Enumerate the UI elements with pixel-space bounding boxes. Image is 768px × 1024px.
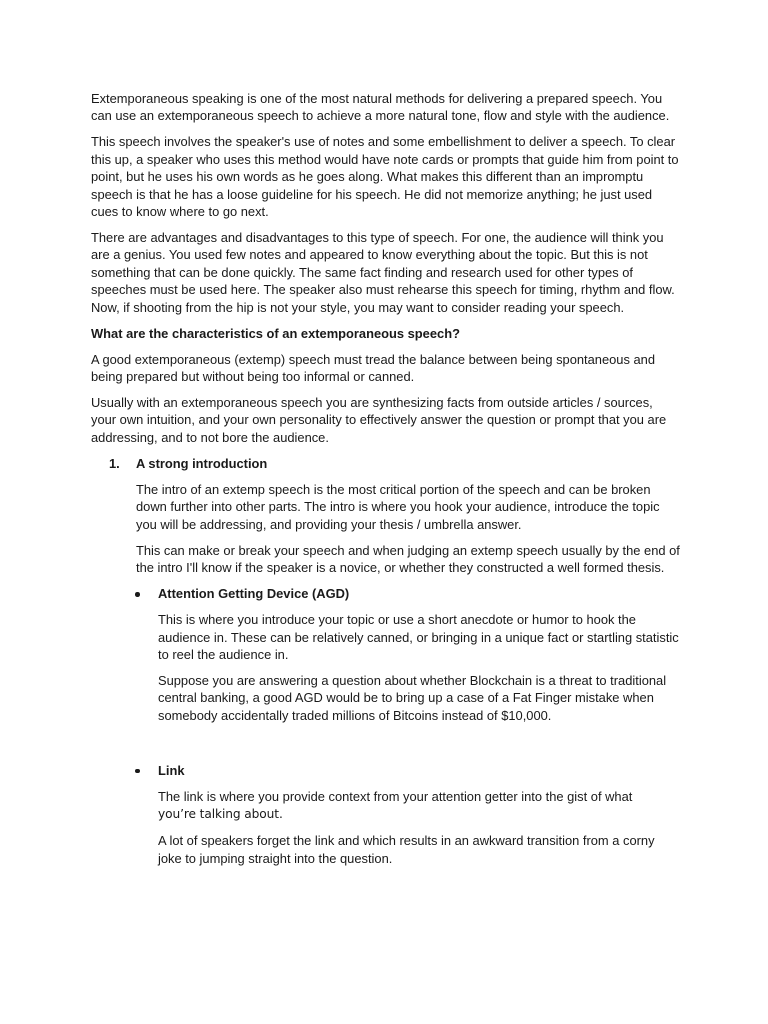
introduction-paragraph-1: The intro of an extemp speech is the most critical portion of the speech and can be broken down further into other parts. The intro is where you hook your audience, introduce the topic you will be addressing, and providing your thesis / umbrella answer. [136, 481, 660, 532]
link-paragraph-2: A lot of speakers forget the link and which results in an awkward transition from a corny joke to jumping straight into the question. [158, 833, 655, 866]
section-heading: What are the characteristics of an extemporaneous speech? [91, 325, 460, 341]
numbered-item-strong-introduction [91, 455, 681, 472]
agd-paragraph-1: This is where you introduce your topic or use a short anecdote or humor to hook the audience in. These can be relatively canned, or bringing in a unique fact or startling statistic to reel the audience in. [158, 612, 679, 662]
intro-paragraph-1: Extemporaneous speaking is one of the most natural methods for delivering a prepared speech. You can use an extemporaneous speech to achieve a more natural tone, flow and style with the audience. [91, 91, 670, 124]
characteristics-paragraph-2: Usually with an extemporaneous speech you are synthesizing facts from outside articles / sources, your own intuition, and your own personality to effectively answer the question or prompt that you are addressing, and to not bore the audience. [91, 395, 667, 445]
characteristics-paragraph-1: A good extemporaneous (extemp) speech must tread the balance between being spontaneous and being prepared but without being too informal or canned. [91, 351, 655, 385]
intro-paragraph-2: This speech involves the speaker's use of notes and some embellishment to deliver a speech. To clear this up, a speaker who uses this method would have note cards or prompts that guide him from point to point, but he uses his own words as he goes along. What makes this different than an impromptu speech is that he has a loose guideline for his speech. He did not memorize anything; he just used cues to know where to go next. [91, 134, 679, 220]
agd-paragraph-2: Suppose you are answering a question about whether Blockchain is a threat to traditional central banking, a good AGD would be to bring up a case of a Fat Finger mistake when somebody accidentally traded millions of Bitcoins instead of $10,000. [158, 672, 667, 723]
introduction-paragraph-2: This can make or break your speech and when judging an extemp speech usually by the end of the intro I'll know if the speaker is a novice, or whether they constructed a well formed thesis. [136, 542, 680, 576]
link-paragraph-1 [158, 788, 681, 824]
list-number: 1. [109, 455, 120, 471]
spacer [91, 733, 681, 762]
bullet-item-title: Attention Getting Device (AGD) [158, 586, 350, 602]
bullet-item-agd [158, 585, 681, 602]
bullet-item-link [158, 762, 681, 779]
bullet-dot-icon [135, 592, 140, 597]
list-item-title: A strong introduction [136, 455, 268, 471]
link-paragraph-1-line-a: The link is where you provide context from your attention getter into the gist of what [158, 788, 633, 804]
document-page [91, 90, 681, 876]
intro-paragraph-3: There are advantages and disadvantages to this type of speech. For one, the audience will think you are a genius. You used few notes and appeared to know everything about the topic. But this is not something that can be done quickly. The same fact finding and research used for other types of speeches must be used here. The speaker also must rehearse this speech for timing, rhythm and flow. Now, if shooting from the hip is not your style, you may want to consider reading your speech. [91, 230, 675, 315]
bullet-item-title: Link [158, 762, 185, 778]
bullet-dot-icon [135, 769, 140, 774]
link-paragraph-1-line-b: you’re talking about. [158, 807, 283, 822]
